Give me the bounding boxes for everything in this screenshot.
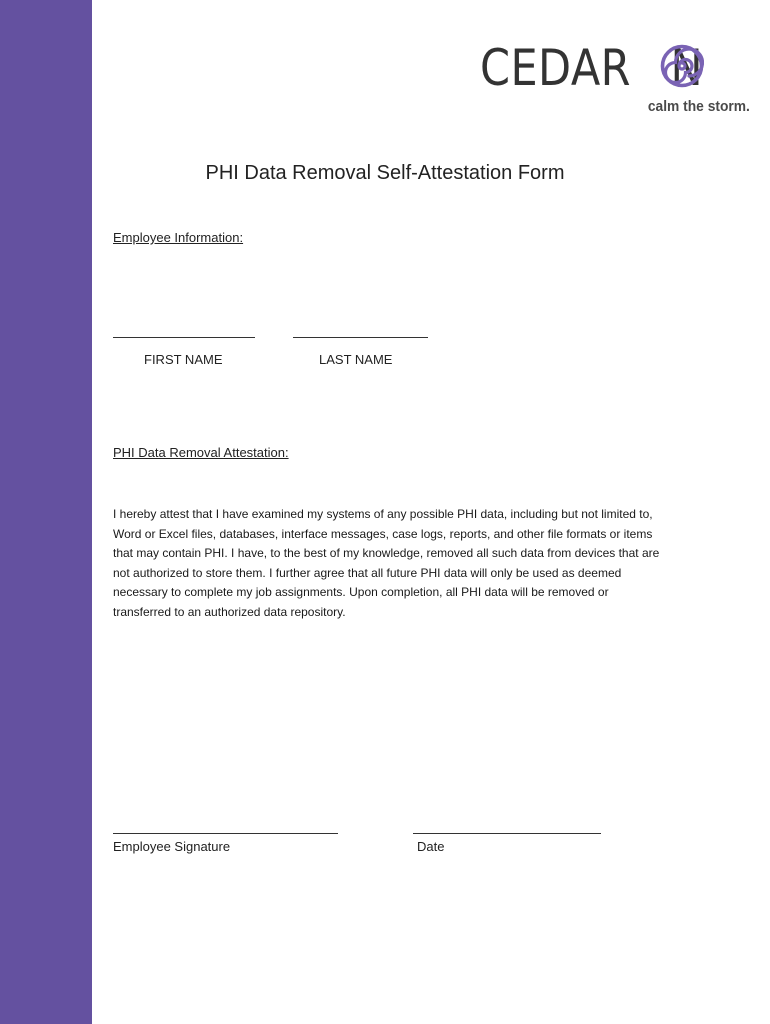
employee-signature-label: Employee Signature [113, 839, 231, 854]
first-name-line[interactable] [113, 337, 255, 338]
purple-sidebar [0, 0, 92, 1024]
cedaron-logo [480, 40, 755, 120]
logo-tagline: calm the storm. [647, 98, 750, 115]
last-name-line[interactable] [293, 337, 428, 338]
last-name-label: LAST NAME [319, 352, 393, 367]
signature-line[interactable] [113, 833, 338, 834]
date-line[interactable] [413, 833, 601, 834]
spiral-icon [660, 44, 704, 88]
first-name-label: FIRST NAME [144, 352, 223, 367]
attestation-heading: PHI Data Removal Attestation: [113, 445, 289, 460]
logo-wordmark-end: N [670, 39, 704, 97]
form-title: PHI Data Removal Self-Attestation Form [205, 162, 565, 184]
date-label: Date [417, 839, 445, 854]
attestation-text: I hereby attest that I have examined my systems of any possible PHI data, including but not limited to, Word or Excel files, databases, interface messages, case logs, reports, and other file formats or items that may contain PHI. I have, to the best of my knowledge, removed all such data from devices that are not authorized to store them. I further agree that all future PHI data will only be used as deemed necessary to complete my job assignments. Upon completion, all PHI data will be removed or transferred to an authorized data repository. [113, 507, 660, 619]
logo-wordmark-start: CEDAR [480, 39, 631, 97]
employee-information-heading: Employee Information: [113, 230, 244, 245]
